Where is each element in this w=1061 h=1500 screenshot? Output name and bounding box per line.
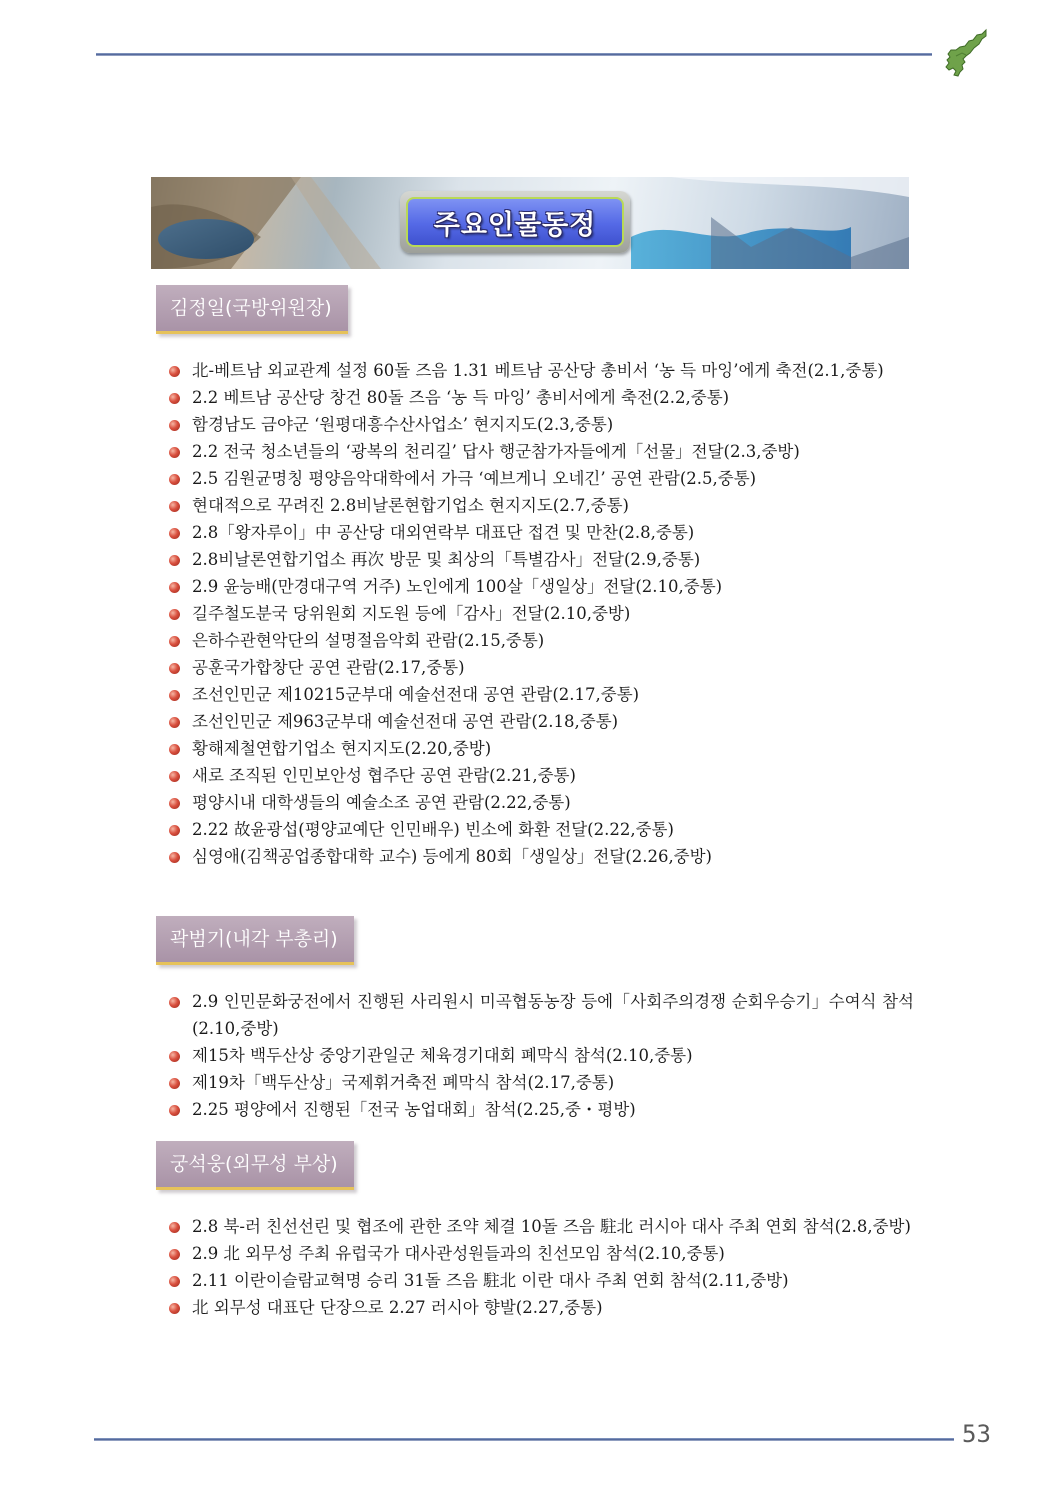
list-item: 2.8비날론연합기업소 再次 방문 및 최상의「특별감사」전달(2.9,중통) [156,546,916,573]
bullet-icon [169,1105,180,1116]
bullet-icon [169,771,180,782]
bullet-icon [169,528,180,539]
bullet-icon [169,1051,180,1062]
bullet-icon [169,501,180,512]
bullet-icon [169,474,180,485]
activity-list [156,1213,916,1321]
list-item: 길주철도분국 당위원회 지도원 등에「감사」전달(2.10,중방) [156,600,916,627]
list-item: 2.22 故윤광섭(평양교예단 인민배우) 빈소에 화환 전달(2.22,중통) [156,816,916,843]
list-item: 은하수관현악단의 설명절음악회 관람(2.15,중통) [156,627,916,654]
bullet-icon [169,555,180,566]
banner-title: 주요인물동정 [433,209,597,241]
list-item: 2.9 윤능배(만경대구역 거주) 노인에게 100살「생일상」전달(2.10,중통) [156,573,916,600]
list-item: 제15차 백두산상 중앙기관일군 체육경기대회 폐막식 참석(2.10,중통) [156,1042,916,1069]
bullet-icon [169,690,180,701]
list-item: 조선인민군 제10215군부대 예술선전대 공연 관람(2.17,중통) [156,681,916,708]
bullet-icon [169,663,180,674]
list-item: 2.9 北 외무성 주최 유럽국가 대사관성원들과의 친선모임 참석(2.10,중통) [156,1240,916,1267]
list-item: 北-베트남 외교관계 설정 60돌 즈음 1.31 베트남 공산당 총비서 ‘농 득 마잉’에게 축전(2.1,중통) [156,357,916,384]
header-rule [96,53,932,56]
bullet-icon [169,997,180,1008]
list-item: 2.9 인민문화궁전에서 진행된 사리원시 미곡협동농장 등에「사회주의경쟁 순회우승기」수여식 참석(2.10,중방) [156,988,916,1042]
list-item: 2.2 전국 청소년들의 ‘광복의 천리길’ 답사 행군참가자들에게「선물」전달(2.3,중방) [156,438,916,465]
section-heading: 궁석웅(외무성 부상) [156,1141,354,1190]
list-item: 공훈국가합창단 공연 관람(2.17,중통) [156,654,916,681]
bullet-icon [169,582,180,593]
korea-map-icon [936,26,994,78]
list-item: 제19차「백두산상」국제휘거축전 폐막식 참석(2.17,중통) [156,1069,916,1096]
bullet-icon [169,609,180,620]
bullet-icon [169,1249,180,1260]
section-heading: 곽범기(내각 부총리) [156,916,354,965]
list-item: 2.5 김원균명칭 평양음악대학에서 가극 ‘예브게니 오네긴’ 공연 관람(2.5,중통) [156,465,916,492]
list-item: 2.11 이란이슬람교혁명 승리 31돌 즈음 駐北 이란 대사 주최 연회 참석(2.11,중방) [156,1267,916,1294]
bullet-icon [169,366,180,377]
bullet-icon [169,1078,180,1089]
section-banner [151,177,909,269]
list-item: 2.2 베트남 공산당 창건 80돌 즈음 ‘농 득 마잉’ 총비서에게 축전(2.2,중통) [156,384,916,411]
bullet-icon [169,798,180,809]
page-number: 53 [962,1420,991,1448]
activity-list [156,357,916,870]
list-item: 심영애(김책공업종합대학 교수) 등에게 80회「생일상」전달(2.26,중방) [156,843,916,870]
list-item: 2.8「왕자루이」中 공산당 대외연락부 대표단 접견 및 만찬(2.8,중통) [156,519,916,546]
bullet-icon [169,636,180,647]
bullet-icon [169,1222,180,1233]
list-item: 함경남도 금야군 ‘원평대흥수산사업소’ 현지지도(2.3,중통) [156,411,916,438]
list-item: 새로 조직된 인민보안성 협주단 공연 관람(2.21,중통) [156,762,916,789]
section-heading: 김정일(국방위원장) [156,285,348,334]
bullet-icon [169,852,180,863]
list-item: 조선인민군 제963군부대 예술선전대 공연 관람(2.18,중통) [156,708,916,735]
list-item: 2.25 평양에서 진행된「전국 농업대회」참석(2.25,중・평방) [156,1096,916,1123]
bullet-icon [169,1303,180,1314]
list-item: 北 외무성 대표단 단장으로 2.27 러시아 향발(2.27,중통) [156,1294,916,1321]
bullet-icon [169,825,180,836]
activity-list [156,988,916,1123]
section-kung-sok-ung [156,1141,916,1321]
bullet-icon [169,393,180,404]
banner-title-frame [400,191,630,253]
bullet-icon [169,1276,180,1287]
list-item: 2.8 북-러 친선선린 및 협조에 관한 조약 체결 10돌 즈음 駐北 러시아 대사 주최 연회 참석(2.8,중방) [156,1213,916,1240]
section-kim-jong-il [156,285,916,870]
footer-rule [94,1438,954,1441]
section-kwak-bom-gi [156,916,916,1123]
bullet-icon [169,717,180,728]
bullet-icon [169,744,180,755]
list-item: 황해제철연합기업소 현지지도(2.20,중방) [156,735,916,762]
bullet-icon [169,420,180,431]
list-item: 현대적으로 꾸려진 2.8비날론현합기업소 현지지도(2.7,중통) [156,492,916,519]
list-item: 평양시내 대학생들의 예술소조 공연 관람(2.22,중통) [156,789,916,816]
bullet-icon [169,447,180,458]
